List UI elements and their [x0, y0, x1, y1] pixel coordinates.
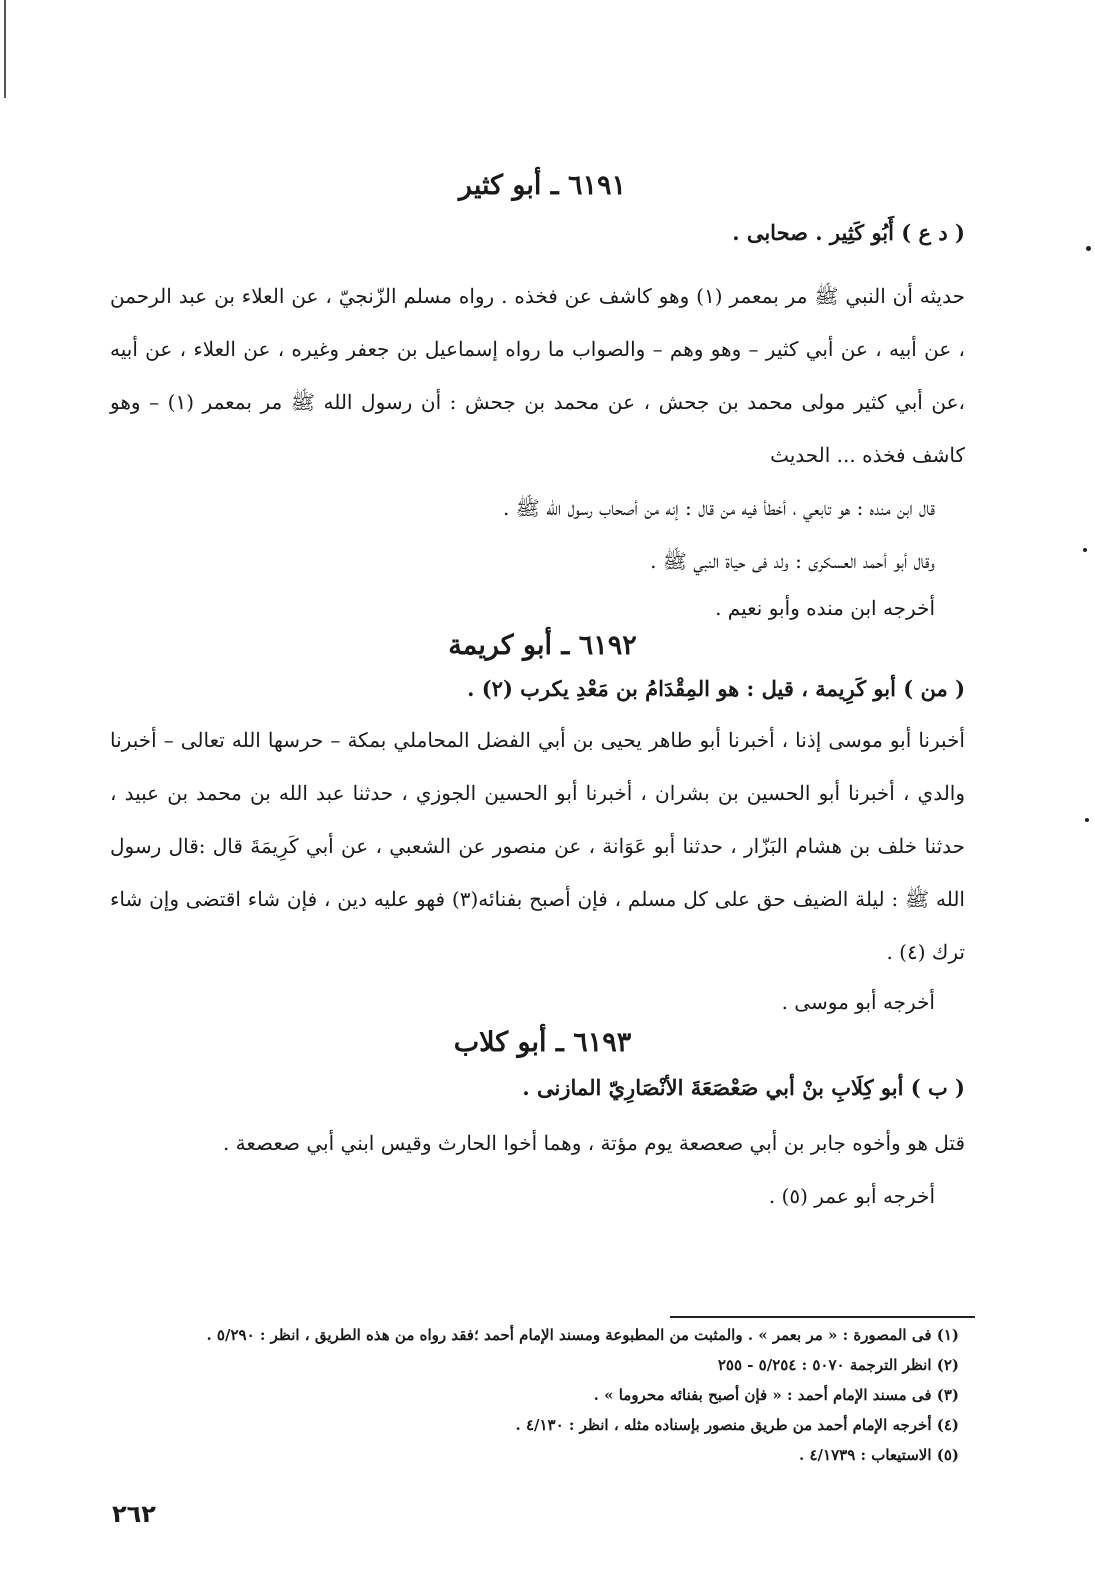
entry-body: حديثه أن النبي ﷺ مر بمعمر (١) وهو كاشف عن فخذه . رواه مسلم الزّنجيّ ، عن العلاء بن عبد الرحمن ، عن أبيه ، عن أبي كثير – وهو وهم – والصواب ما رواه إسماعيل بن جعفر وغيره ، عن العلاء ، عن أبيه ،عن أبي كثير مولى محمد بن جحش ، عن محمد بن جحش : أن رسول الله ﷺ مر بمعمر (١) – وهو كاشف فخذه ... الحديث — [110, 284, 965, 467]
entry-lead: ( من ) أبو كَرِيمة ، قيل : هو المِقْدَامُ بن مَعْدِ يكرب (٢) . — [467, 676, 965, 701]
entry-lead: ( د ع ) أَبُو كَثِير . صحابى . — [732, 220, 965, 245]
main-text — [110, 168, 975, 1223]
scan-speck — [1083, 548, 1087, 552]
footnote: (٤) أخرجه الإمام أحمد من طريق منصور بإسناده مثله ، انظر : ٤/١٣٠ . — [515, 1416, 959, 1434]
footnote: (٢) انظر الترجمة ٥٠٧٠ : ٥/٢٥٤ - ٢٥٥ — [717, 1356, 959, 1374]
scan-speck — [1086, 246, 1091, 251]
footnote: (٥) الاستيعاب : ٤/١٧٣٩ . — [799, 1446, 959, 1464]
entry-body: أخبرنا أبو موسى إذنا ، أخبرنا أبو طاهر يحيى بن أبي الفضل المحاملي بمكة – حرسها الله تعالى – أخبرنا والدي ، أخبرنا أبو الحسين بن بشران ، أخبرنا أبو الحسين الجوزي ، حدثنا عبد الله بن محمد بن عبيد ، حدثنا خلف بن هشام البَزّار ، حدثنا أبو عَوَانة ، عن منصور عن الشعبي ، عن أبي كَرِيمَةَ قال :قال رسول الله ﷺ : ليلة الضيف حق على كل مسلم ، فإن أصبح بفنائه(٣) فهو عليه دين ، فإن شاء اقتضى وإن شاء ترك (٤) . — [110, 728, 965, 964]
scan-edge-line — [4, 0, 6, 98]
footnote: (١) فى المصورة : « مر بعمر » . والمثبت من المطبوعة ومسند الإمام أحمد ؛فقد رواه من هذه الطريق ، انظر : ٥/٢٩٠ . — [206, 1326, 959, 1344]
entry-body: قتل هو وأخوه جابر بن أبي صعصعة يوم مؤتة ، وهما أخوا الحارث وقيس ابني أبي صعصعة . — [222, 1131, 965, 1155]
entry-title: ٦١٩٢ ـ أبو كريمة — [448, 630, 637, 661]
footnote: (٣) فى مسند الإمام أحمد : « فإن أصبح بفنائه محروما » . — [593, 1386, 959, 1404]
footnote-separator — [670, 1316, 975, 1318]
entry-note: أخرجه ابن منده وأبو نعيم . — [715, 596, 935, 620]
entry-title: ٦١٩١ ـ أبو كثير — [458, 170, 627, 201]
entry-abu-kathir — [110, 168, 975, 628]
page-number: ٢٦٢ — [112, 1500, 156, 1528]
scan-speck — [1085, 818, 1089, 822]
footnotes — [95, 1320, 975, 1470]
entry-lead: ( ب ) أبو كِلَابِ بنْ أبي صَعْصَعَةَ الأنْصَارِيّ المازنى . — [522, 1075, 965, 1100]
entry-note: أخرجه أبو عمر (٥) . — [768, 1184, 935, 1208]
entry-note: أخرجه أبو موسى . — [781, 990, 935, 1014]
entry-abu-kilab — [110, 1025, 975, 1223]
entry-title: ٦١٩٣ ـ أبو كلاب — [453, 1027, 632, 1058]
entry-abu-karima — [110, 628, 975, 1025]
entry-note: قال ابن منده : هو تابعي ، أخطأ فيه من قال : إنه من أصحاب رسول الله ﷺ . — [502, 496, 935, 520]
entry-note: وقال أبو أحمد العسكرى : ولد فى حياة النبي ﷺ . — [650, 549, 935, 573]
